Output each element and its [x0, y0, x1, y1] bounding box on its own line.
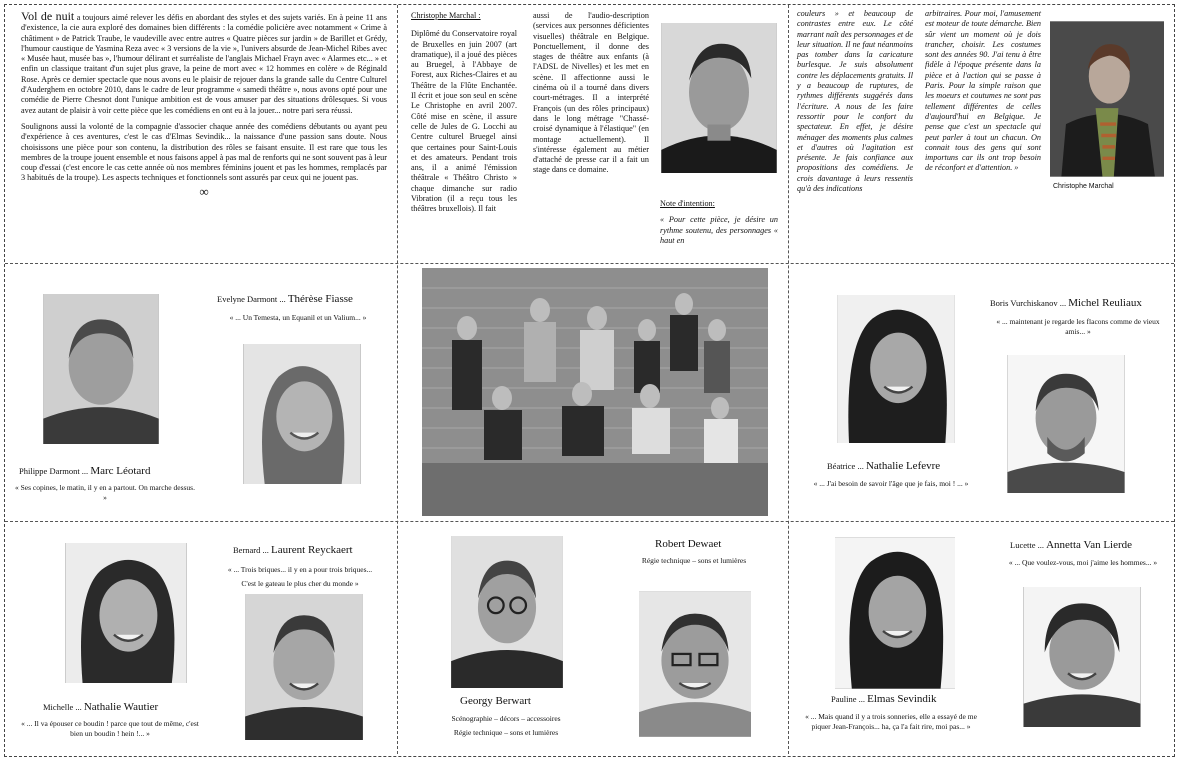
role-name: Laurent Reyckaert — [271, 544, 353, 556]
grid-divider — [5, 521, 1174, 522]
photo-robert — [639, 591, 751, 737]
crew-georgy-job-2: Régie technique – sons et lumières — [453, 728, 559, 737]
quote-boris: « ... maintenant je regarde les flacons comme de vieux amis... » — [996, 317, 1160, 336]
quote-bernard-2: C'est le gateau le plus cher du monde » — [241, 579, 359, 588]
photo-bernard — [245, 594, 363, 740]
role-name: Nathalie Lefevre — [865, 460, 941, 472]
quote-philippe: « Ses copines, le matin, il y en a partout. On marche dessus. » — [15, 483, 195, 502]
portrait-image — [451, 536, 563, 688]
photo-evelyne — [243, 344, 361, 484]
cast-bernard — [233, 544, 353, 556]
portrait-image — [639, 591, 751, 737]
crew-robert-job: Régie technique – sons et lumières — [641, 556, 747, 565]
role-name: Marc Léotard — [90, 465, 151, 477]
grid-divider — [788, 5, 789, 754]
role-name: Michel Reuliaux — [1068, 297, 1142, 309]
bio-text-2: aussi de l'audio-description (services aux personnes déficientes visuelles) théâtrale en Belgique. Ponctuellement, il donne des stages de théâtre aux enfants (à l'ADSL de Nivelles) et les met en scène. Il affectionne aussi le cinéma où il a tourné dans divers court-métrages. Il a interprété François (un des rôles principaux) dans le long métrage "Chassé-croisé dynamique à l'élastique" (en montage actuellement). Il s'intéresse également au métier d'attaché de presse car il a fait un stage dans ce domaine. — [533, 11, 649, 175]
portrait-image — [837, 295, 955, 443]
cast-boris — [990, 297, 1142, 309]
portrait-image — [243, 344, 361, 484]
quote-beatrice: « ... J'ai besoin de savoir l'âge que je fais, moi ! ... » — [813, 479, 969, 488]
portrait-image — [43, 294, 159, 444]
director-photo — [661, 23, 777, 173]
bio-column-1 — [411, 11, 517, 215]
portrait-image — [1023, 587, 1141, 727]
grid-divider — [397, 5, 398, 754]
cast-beatrice — [827, 460, 940, 472]
role-name: Thérèse Fiasse — [287, 293, 353, 305]
note-text-end: arbitraires. Pour moi, l'amusement est moteur de toute démarche. Bien sûr vient un moment où je dois trancher, choisir. Les costumes sont des années 90. J'ai tenu à être fidèle à l'époque présente dans la pièce et à l'action qui se passe à Paris. Pour la simple raison que les moeurs et coutumes ne sont pas tellement différentes de celles d'aujourd'hui en Belgique. Je pense que c'est un spectacle qui peut parler à tout un chacun. On connait tous des gens qui sont importuns car ils ont trop besoin de réconfort et d'attention. » — [925, 9, 1041, 173]
note-text-start: « Pour cette pièce, je désire un rythme soutenu, des personnages « haut en — [660, 215, 778, 245]
quote-bernard-1: « ... Trois briques... il y en a pour trois briques... — [227, 565, 373, 574]
note-column-1 — [797, 9, 913, 194]
director-caption: Christophe Marchal — [1053, 183, 1114, 190]
actor-name: Lucette ... — [1010, 540, 1044, 550]
company-paragraph-1-text: a toujours aimé relever les défis en abordant des styles et des sujets variés. En à peine 11 ans d'existence, la cie aura exploré des domaines bien différents : la comédie policière avec notamment « Crime à châtiment » de Patrick Traube, le vaudeville avec entre autres « Quatre pièces sur jardin » de Barillet et Grédy, l'humour caustique de Yasmina Reza avec « 3 versions de la vie », l'univers absurde de Jean-Michel Ribes avec « Musée haut, musée bas », l'humour délirant et surréaliste de l'anglais Michael Frayn avec « Alarmes etc... » et enfin un classique traitant d'un sujet plus grave, la peine de mort avec « 12 hommes en colère » de Réginald Rose. Après ce dernier spectacle que nous avons eu le plaisir de rejouer dans la grande salle du Centre Culturel d'Auderghem en octobre 2010, dans le cadre de leur programme « samedi théâtre », nous avons opté pour une comédie de Pierre Chesnot dont l'unique ambition est de vous amuser par des situations drôlesques. Si vous avez autant de plaisir à voir cette pièce que les comédiens en ont eu à la jouer... notre pari sera réussi. — [21, 13, 387, 115]
crew-georgy-name: Georgy Berwart — [460, 695, 531, 707]
grid-divider — [5, 263, 1174, 264]
infinity-ornament: ∞ — [199, 183, 209, 199]
note-heading: Note d'intention: — [660, 199, 715, 208]
photo-georgy — [451, 536, 563, 688]
photo-michelle — [65, 543, 187, 683]
portrait-image — [661, 23, 777, 173]
quote-pauline: « ... Mais quand il y a trois sonneries, elle a essayé de me piquer Jean-François... ha, ça l'a fait rire, moi pas... » — [805, 712, 977, 731]
quote-michelle: « ... Il va épouser ce boudin ! parce que tout de même, c'est bien un boudin ! hein !... » — [21, 719, 199, 738]
quote-evelyne: « ... Un Temesta, un Equanil et un Valium... » — [229, 313, 367, 322]
company-paragraph-1 — [21, 11, 387, 116]
role-name: Nathalie Wautier — [83, 701, 159, 713]
program-sheet — [4, 4, 1175, 757]
company-paragraph-2: Soulignons aussi la volonté de la compagnie d'associer chaque année des comédiens débutants ou ayant peu d'expérience à ces aventures, c'est le cas d'Elmas Sevindik... la naissance d'une passion sans doute. Nous choisissons une pièce pour son contenu, la distribution des rôles se faisant ensuite. Il est rare que tous les membres de la troupe jouent ensemble et nous faisons appel à pas mal de renforts qui ne sont souvent pas à leur coup d'essai (c'est encore le cas cette année où nos membres féminins jouent et pas les hommes, remplacés par 3 habitués de la troupe). Les aspects techniques et fonctionnels sont assurés par ceux qui ne jouent pas. — [21, 121, 387, 183]
group-photo — [422, 268, 768, 516]
note-block — [660, 199, 778, 246]
portrait-image — [835, 537, 955, 689]
actor-name: Philippe Darmont ... — [19, 466, 89, 476]
company-name: Vol de nuit — [21, 9, 75, 23]
photo-lucette — [1023, 587, 1141, 727]
portrait-image — [65, 543, 187, 683]
note-column-2 — [925, 9, 1041, 174]
cast-lucette — [1010, 539, 1132, 551]
photo-philippe — [43, 294, 159, 444]
actor-name: Bernard ... — [233, 545, 269, 555]
cast-pauline — [831, 693, 936, 705]
cast-philippe — [19, 465, 150, 477]
role-name: Annetta Van Lierde — [1046, 539, 1133, 551]
cast-evelyne — [217, 293, 353, 305]
director-photo-2 — [1050, 21, 1164, 177]
role-name: Elmas Sevindik — [867, 693, 937, 705]
portrait-image — [245, 594, 363, 740]
portrait-image — [1050, 21, 1164, 177]
company-text — [21, 11, 387, 200]
note-text-continued: couleurs » et beaucoup de contrastes entre eux. Le côté marrant naît des personnages et de leur situation. Il ne faut néanmoins pas tomber dans la caricature burlesque. Je suis absolument contre les déplacements gratuits. Il y a beaucoup de ruptures, de rythmes différents suggérés dans l'écriture. A nous de les faire ressortir pour le confort du spectateur. En effet, je désire ménager des moments plus calmes et d'autres où l'agitation est présente. Je fais confiance aux propositions des comédiens. Je crois davantage à leurs ressentis qu'à des indications — [797, 9, 913, 194]
actor-name: Boris Vurchiskanov ... — [990, 298, 1067, 308]
actor-name: Pauline ... — [831, 694, 865, 704]
crew-robert-name: Robert Dewaet — [655, 538, 722, 550]
photo-pauline — [835, 537, 955, 689]
bio-column-2 — [533, 11, 649, 176]
actor-name: Béatrice ... — [827, 461, 864, 471]
quote-lucette: « ... Que voulez-vous, moi j'aime les hommes... » — [1008, 558, 1158, 567]
bio-text-1: Diplômé du Conservatoire royal de Bruxelles en juin 2007 (art dramatique), il a joué des pièces au Bruegel, à l'Abbaye de Forest, aux Riches-Claires et au Théâtre de la Flûte Enchantée. Il écrit et joue son seul en scène Le Christophe en avril 2007. Côté mise en scène, il assure celle de Jules de G. Locchi au Centre culturel Bruegel ainsi que certaines pour Saint-Louis et des amateurs. Pendant trois ans, il a animé l'émission théâtrale « Théâtro Christo » chaque dimanche sur radio Vibration (il a reçu tous les théâtres bruxellois). Il fait — [411, 29, 517, 214]
actor-name: Michelle ... — [43, 702, 82, 712]
photo-beatrice — [837, 295, 955, 443]
photo-boris — [1007, 355, 1125, 493]
bio-heading: Christophe Marchal : — [411, 11, 481, 20]
portrait-image — [1007, 355, 1125, 493]
crew-georgy-job-1: Scénographie – décors – accessoires — [451, 714, 561, 723]
cast-michelle — [43, 701, 158, 713]
troupe-group-image — [422, 268, 768, 516]
actor-name: Evelyne Darmont ... — [217, 294, 286, 304]
